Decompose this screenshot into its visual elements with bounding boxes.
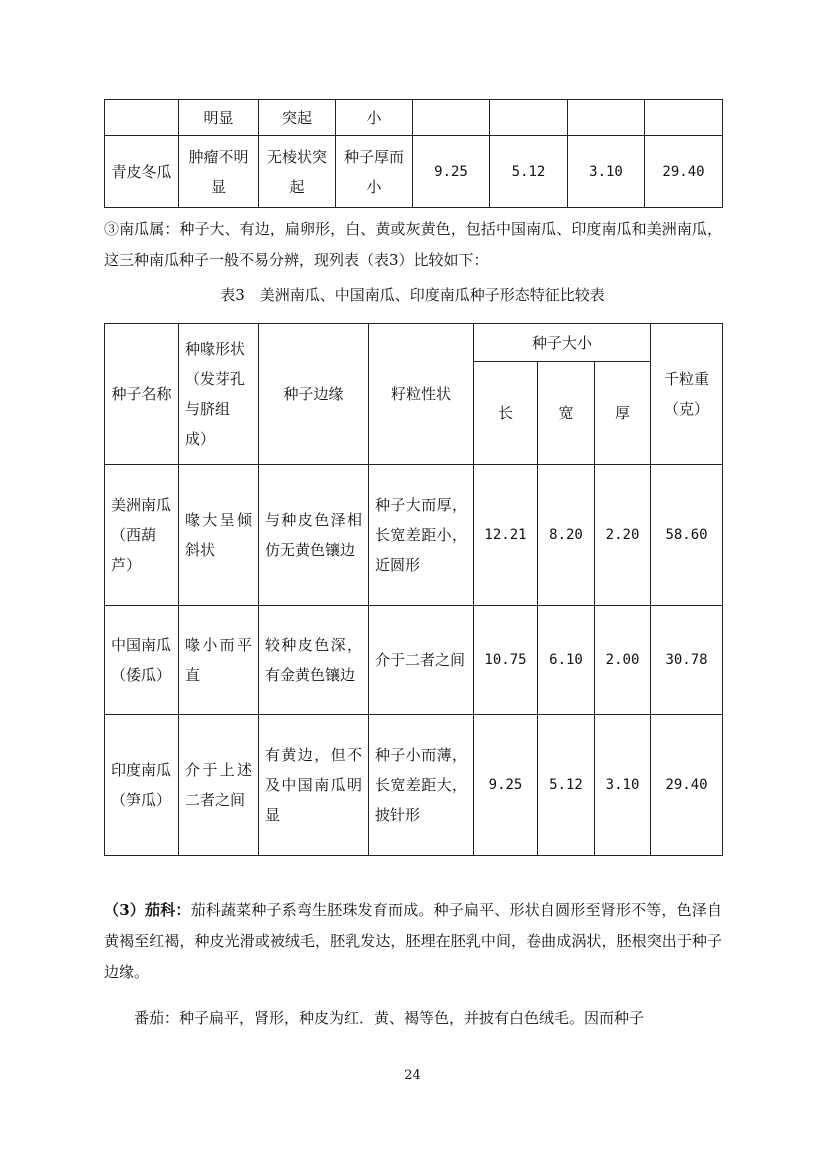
cell-width: 5.12: [538, 715, 595, 856]
table-row: [105, 465, 723, 606]
paragraph-body: 茄科蔬菜种子系弯生胚珠发育而成。种子扁平、形状自圆形至肾形不等，色泽自黄褐至红褐，种皮光滑或被绒毛，胚乳发达，胚埋在胚乳中间，卷曲成涡状，胚根突出于种子边缘。: [104, 901, 722, 981]
paragraph-solanaceae: [104, 895, 722, 988]
cell-grain: 种子小而薄，长宽差距大，披针形: [369, 715, 474, 856]
cell-length: 9.25: [474, 715, 538, 856]
cell-beak: 介于上述二者之间: [179, 715, 259, 856]
cell-edge: 较种皮色深，有金黄色镶边: [259, 606, 369, 715]
table-cell: 9.25: [413, 136, 490, 208]
cell-width: 6.10: [538, 606, 595, 715]
cell-thick: 3.10: [595, 715, 651, 856]
table-cell: [645, 100, 723, 136]
table-cell: 29.40: [645, 136, 723, 208]
table-cell: 突起: [259, 100, 336, 136]
table-2-continuation: [104, 99, 723, 208]
table-cell: 无棱状突起: [259, 136, 336, 208]
cell-weight: 29.40: [651, 715, 723, 856]
cell-thick: 2.20: [595, 465, 651, 606]
table-header-row: [105, 324, 723, 362]
table-caption: 表3 美洲南瓜、中国南瓜、印度南瓜种子形态特征比较表: [220, 286, 605, 304]
cell-grain: 种子大而厚，长宽差距小，近圆形: [369, 465, 474, 606]
table-cell: 种子厚而小: [336, 136, 413, 208]
cell-length: 12.21: [474, 465, 538, 606]
header-name: 种子名称: [105, 324, 179, 465]
table-row: [105, 136, 723, 208]
table-cell: 肿瘤不明显: [179, 136, 259, 208]
table-cell: [105, 100, 179, 136]
table-cell: 5.12: [490, 136, 568, 208]
header-beak: 种喙形状（发芽孔与脐组成）: [179, 324, 259, 465]
header-size: 种子大小: [474, 324, 651, 362]
header-length: 长: [474, 362, 538, 465]
cell-edge: 与种皮色泽相仿无黄色镶边: [259, 465, 369, 606]
section-heading: （3）茄科：: [104, 901, 191, 919]
cell-grain: 介于二者之间: [369, 606, 474, 715]
header-weight: 千粒重（克）: [651, 324, 723, 465]
page-number: 24: [404, 1068, 421, 1083]
table-cell: 小: [336, 100, 413, 136]
table-cell: [413, 100, 490, 136]
header-grain: 籽粒性状: [369, 324, 474, 465]
cell-weight: 58.60: [651, 465, 723, 606]
table-row: [105, 100, 723, 136]
header-thick: 厚: [595, 362, 651, 465]
table-cell: 明显: [179, 100, 259, 136]
header-width: 宽: [538, 362, 595, 465]
cell-edge: 有黄边，但不及中国南瓜明显: [259, 715, 369, 856]
table-cell: 青皮冬瓜: [105, 136, 179, 208]
cell-name: 美洲南瓜（西葫芦）: [105, 465, 179, 606]
paragraph-pumpkin-genus: ③南瓜属：种子大、有边，扁卵形，白、黄或灰黄色，包括中国南瓜、印度南瓜和美洲南瓜，这三种南瓜种子一般不易分辨，现列表（表3）比较如下：: [104, 220, 722, 269]
cell-width: 8.20: [538, 465, 595, 606]
table-row: [105, 715, 723, 856]
cell-beak: 喙大呈倾斜状: [179, 465, 259, 606]
table-row: [105, 606, 723, 715]
cell-weight: 30.78: [651, 606, 723, 715]
cell-name: 印度南瓜（笋瓜）: [105, 715, 179, 856]
cell-beak: 喙小而平直: [179, 606, 259, 715]
table-cell: 3.10: [568, 136, 645, 208]
header-edge: 种子边缘: [259, 324, 369, 465]
cell-length: 10.75: [474, 606, 538, 715]
table-cell: [490, 100, 568, 136]
paragraph-tomato: 番茄：种子扁平，肾形，种皮为红．黄、褐等色，并披有白色绒毛。因而种子: [134, 1009, 645, 1027]
table-cell: [568, 100, 645, 136]
cell-thick: 2.00: [595, 606, 651, 715]
cell-name: 中国南瓜（倭瓜）: [105, 606, 179, 715]
table-3-pumpkin-seeds: [104, 323, 723, 856]
